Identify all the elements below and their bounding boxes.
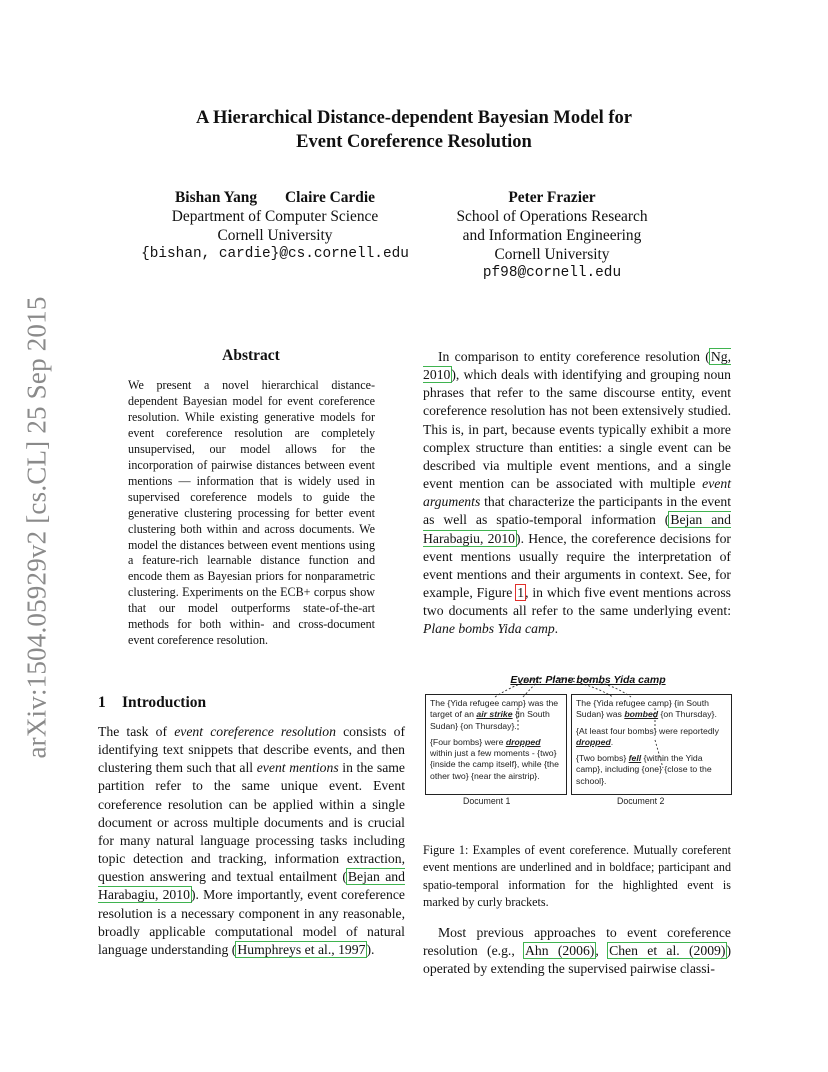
citation-link[interactable]: Chen et al. (2009) [609,943,726,959]
text-run: {Four bombs} were [430,736,506,747]
section-heading-introduction [98,694,206,712]
introduction-paragraph [98,723,405,959]
emphasis-term: event arguments [423,476,731,510]
text-run: The {Yida refugee camp} {in South Sudan} was [576,698,709,720]
title-line-1: A Hierarchical Distance-dependent Bayesian Model for [196,108,632,128]
text-run: {Two bombs} [576,753,629,764]
text-run: ). Hence, the coreference decisions for event mentions usually require the interpretation of event mentions and their arguments in context. See, for example, Figure [423,530,731,601]
author-univ-right: Cornell University [494,246,610,263]
author-univ-left: Cornell University [217,227,333,244]
doc1-sentence-1 [430,698,562,732]
citation-link[interactable]: Bejan and Harabagiu, 2010 [98,869,405,903]
doc2-sentence-3 [576,753,727,787]
text-run: that characterize the participants in the event as well as spatio-temporal information ( [423,494,731,528]
document-2-label: Document 2 [617,796,665,806]
author-email-right[interactable]: pf98@cornell.edu [482,265,622,281]
text-run: The {Yida refugee camp} was the target of an [430,698,559,720]
figure-1 [423,670,733,810]
text-run: , in which five event mentions across two documents all refer to the same underlying event: [423,585,731,619]
text-run: {within the Yida camp}, including {one} {close to the school}. [576,753,712,786]
text-run: ) operated by extending the supervised pairwise classi- [423,943,732,977]
abstract-text: We present a novel hierarchical distance-dependent Bayesian model for event coreference resolution. While existing generative models for event coreference resolution are completely unsupervised, our model allows for the incorporation of pairwise distances between event mentions — information that is widely used in supervised coreference models to guide the generative clustering processing for better event clustering both within and across documents. We model the distances between event mentions using a feature-rich learnable distance function and encode them as Bayesian priors for nonparametric clustering. Experiments on the ECB+ corpus show that our model outperforms state-of-the-art methods for both within- and cross-document event coreference resolution. [128,378,375,648]
document-2-box [571,694,732,795]
text-run: {on Thursday}. [658,709,717,720]
figure-reference-link[interactable]: 1 [517,585,525,601]
text-run: Most previous approaches to event coreference resolution (e.g., [423,925,731,959]
document-1-box [425,694,567,795]
author-dept-right-1: School of Operations Research [456,208,648,225]
text-run: within just a few moments - {two} {inside the camp itself}, while {the other two} {near the airstrip}. [430,748,559,781]
event-mention: bombed [624,709,659,720]
text-run: {in South Sudan} {on Thursday}. [430,709,550,731]
event-mention: air strike [476,709,513,720]
section-number: 1 [98,694,106,711]
text-run: ). [366,941,375,957]
text-run: {At least four bombs} were reportedly [576,725,719,736]
citation-link[interactable]: Humphreys et al., 1997 [237,941,366,957]
doc2-sentence-1 [576,698,727,721]
right-column-paragraph-2 [423,924,731,978]
event-mention: fell [628,753,642,764]
citation-link[interactable]: Ng, 2010 [423,349,731,383]
event-mention: dropped [576,736,611,747]
text-run: ), which deals with identifying and grouping noun phrases that refer to the same discourse entity, event coreference resolution has not been extensively studied. This is, in part, because events typically exhibit a more complex structure than entities: a single event can be described via multiple event mentions, and a single event mention can be associated with multiple [423,367,731,492]
section-title: Introduction [122,694,207,711]
author-names-left [116,188,434,207]
citation-link[interactable]: Ahn (2006) [525,943,595,959]
text-run: In comparison to entity coreference resolution ( [438,349,710,364]
abstract-heading: Abstract [222,347,280,364]
doc1-sentence-2 [430,737,562,782]
title-line-2: Event Coreference Resolution [296,132,532,152]
text-run: , [595,943,609,959]
emphasis-term: event mentions [256,760,339,776]
author-name-2: Claire Cardie [285,189,375,206]
figure-1-caption: Figure 1: Examples of event coreference. Mutually coreferent event mentions are underlined and in boldface; participant and spatio-temporal information for the highlighted event is marked by curly brackets. [423,843,731,910]
author-email-left[interactable]: {bishan, cardie}@cs.cornell.edu [141,246,409,262]
doc2-sentence-2 [576,726,727,749]
text-run: . [610,736,614,747]
paper-title [100,106,728,154]
author-dept-left: Department of Computer Science [171,208,379,225]
text-run: . [554,621,559,637]
document-1-label: Document 1 [463,796,511,806]
emphasis-term: Plane bombs Yida camp [423,621,555,637]
author-dept-right-2: and Information Engineering [462,227,642,244]
author-name-3: Peter Frazier [508,189,596,206]
figure-event-label: Event: Plane bombs Yida camp [510,674,666,686]
text-run: ). More importantly, event coreference resolution is a necessary component in any reasonable, broadly applicable computational model of natural language understanding ( [98,887,405,957]
text-run: in the same partition refer to the same unique event. Event coreference resolution can be applied within a single document or across multiple documents and is crucial for many natural language processing tasks including topic detection and tracking, information extraction, question answering and textual entailment ( [98,760,406,885]
text-run: consists of identifying text snippets that describe events, and then clustering them such that all [98,724,406,776]
author-block-left [116,188,434,264]
author-block-right [434,188,670,283]
event-mention: dropped [505,736,541,747]
emphasis-term: event coreference resolution [174,724,336,739]
citation-link[interactable]: Bejan and Harabagiu, 2010 [423,512,731,546]
text-run: The task of [98,724,175,739]
author-name-1: Bishan Yang [175,189,258,206]
arxiv-stamp-text: arXiv:1504.05929v2 [cs.CL] 25 Sep 2015 [21,295,52,759]
right-column-paragraph-1 [423,348,731,639]
arxiv-identifier-stamp [10,292,64,762]
